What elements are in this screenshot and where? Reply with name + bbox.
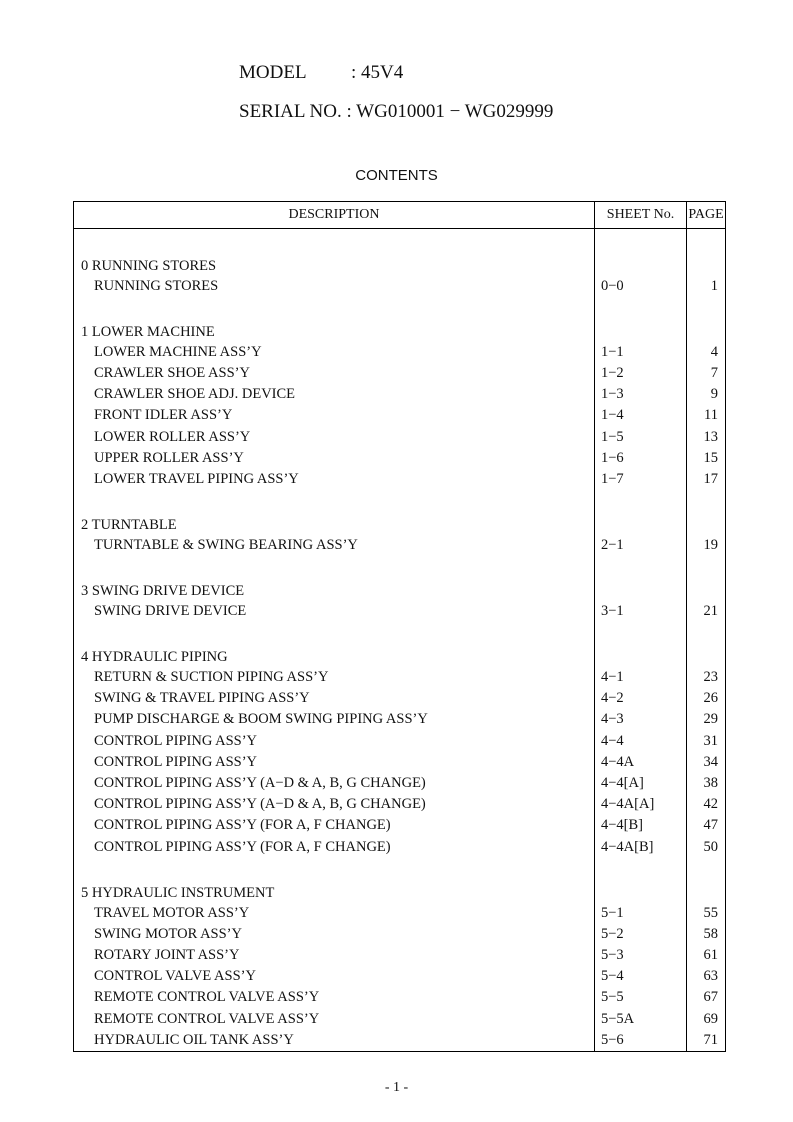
row-description: LOWER TRAVEL PIPING ASS’Y bbox=[94, 471, 299, 487]
table-row bbox=[74, 535, 725, 556]
row-page-number: 34 bbox=[703, 753, 718, 770]
row-page-number: 4 bbox=[710, 343, 718, 360]
table-row bbox=[74, 987, 725, 1008]
row-sheet-number: 4−4A bbox=[601, 753, 635, 770]
table-row bbox=[74, 773, 725, 794]
row-sheet-number: 4−4 bbox=[601, 732, 624, 749]
table-row bbox=[74, 448, 725, 469]
contents-title: CONTENTS bbox=[355, 167, 438, 184]
row-page-number: 17 bbox=[703, 471, 718, 487]
row-description: CONTROL PIPING ASS’Y (FOR A, F CHANGE) bbox=[94, 838, 391, 855]
row-page-number: 23 bbox=[703, 669, 718, 685]
section-heading-row bbox=[74, 256, 725, 277]
row-description: ROTARY JOINT ASS’Y bbox=[94, 947, 240, 963]
row-description: 2 TURNTABLE bbox=[81, 517, 177, 534]
table-row bbox=[74, 837, 725, 858]
row-page-number: 47 bbox=[703, 817, 718, 834]
column-header-sheet: SHEET No. bbox=[606, 207, 675, 222]
model-label: MODEL bbox=[239, 62, 307, 83]
section-heading-row bbox=[74, 883, 725, 904]
row-description: CONTROL PIPING ASS’Y (A−D & A, B, G CHANGE) bbox=[94, 796, 426, 813]
row-sheet-number: 5−2 bbox=[601, 925, 624, 942]
row-sheet-number: 1−6 bbox=[601, 449, 624, 466]
row-page-number: 15 bbox=[703, 449, 718, 466]
row-page-number: 71 bbox=[703, 1031, 718, 1048]
table-row bbox=[74, 601, 725, 622]
model-line bbox=[239, 62, 403, 84]
table-row bbox=[74, 966, 725, 987]
serial-label: SERIAL NO. bbox=[239, 101, 342, 122]
row-description: 3 SWING DRIVE DEVICE bbox=[81, 583, 245, 600]
row-description: SWING MOTOR ASS’Y bbox=[94, 925, 242, 942]
row-page-number: 69 bbox=[703, 1010, 718, 1027]
contents-table bbox=[73, 201, 726, 1052]
row-description: CONTROL PIPING ASS’Y bbox=[94, 753, 258, 770]
row-page-number: 13 bbox=[703, 428, 718, 445]
table-row bbox=[74, 427, 725, 448]
model-value: : 45V4 bbox=[351, 62, 404, 83]
row-sheet-number: 0−0 bbox=[601, 277, 624, 294]
row-page-number: 67 bbox=[703, 989, 718, 1006]
row-description: CONTROL VALVE ASS’Y bbox=[94, 968, 256, 985]
row-sheet-number: 4−4[B] bbox=[601, 817, 644, 834]
row-sheet-number: 4−4[A] bbox=[601, 775, 644, 791]
row-page-number: 50 bbox=[703, 838, 718, 855]
row-description: 4 HYDRAULIC PIPING bbox=[81, 649, 228, 666]
table-row bbox=[74, 903, 725, 924]
row-description: UPPER ROLLER ASS’Y bbox=[94, 449, 244, 466]
row-sheet-number: 2−1 bbox=[601, 537, 624, 553]
row-page-number: 11 bbox=[704, 407, 718, 424]
row-page-number: 31 bbox=[703, 732, 718, 749]
row-description: REMOTE CONTROL VALVE ASS’Y bbox=[94, 989, 320, 1006]
row-page-number: 19 bbox=[703, 537, 718, 553]
section-heading-row bbox=[74, 647, 725, 668]
row-description: 1 LOWER MACHINE bbox=[81, 324, 215, 340]
row-sheet-number: 5−1 bbox=[601, 904, 624, 921]
row-description: SWING & TRAVEL PIPING ASS’Y bbox=[94, 690, 310, 707]
row-description: CONTROL PIPING ASS’Y (FOR A, F CHANGE) bbox=[94, 817, 391, 834]
row-sheet-number: 5−5A bbox=[601, 1010, 635, 1027]
row-page-number: 42 bbox=[703, 796, 718, 813]
row-description: CONTROL PIPING ASS’Y (A−D & A, B, G CHANGE) bbox=[94, 775, 426, 791]
section-heading-row bbox=[74, 515, 725, 536]
table-row bbox=[74, 688, 725, 709]
serial-line bbox=[239, 101, 553, 123]
table-row bbox=[74, 276, 725, 297]
table-row bbox=[74, 384, 725, 405]
row-description: SWING DRIVE DEVICE bbox=[94, 603, 247, 619]
table-row bbox=[74, 405, 725, 426]
row-description: 0 RUNNING STORES bbox=[81, 258, 217, 274]
row-page-number: 29 bbox=[703, 711, 718, 728]
row-description: REMOTE CONTROL VALVE ASS’Y bbox=[94, 1010, 320, 1027]
row-sheet-number: 5−3 bbox=[601, 947, 624, 963]
page-number: - 1 - bbox=[384, 1080, 409, 1095]
table-row bbox=[74, 1009, 725, 1030]
row-sheet-number: 4−1 bbox=[601, 669, 624, 685]
row-page-number: 63 bbox=[703, 968, 718, 985]
row-description: CRAWLER SHOE ADJ. DEVICE bbox=[94, 386, 296, 403]
row-page-number: 61 bbox=[703, 947, 718, 963]
header-divider bbox=[74, 228, 725, 229]
section-heading-row bbox=[74, 581, 725, 602]
table-row bbox=[74, 667, 725, 688]
section-heading-row bbox=[74, 322, 725, 343]
row-sheet-number: 1−2 bbox=[601, 365, 624, 381]
column-header-page: PAGE bbox=[688, 207, 724, 222]
row-page-number: 7 bbox=[710, 365, 718, 381]
row-description: CRAWLER SHOE ASS’Y bbox=[94, 365, 250, 381]
row-description: TRAVEL MOTOR ASS’Y bbox=[94, 904, 250, 921]
row-description: 5 HYDRAULIC INSTRUMENT bbox=[81, 884, 275, 901]
table-row bbox=[74, 815, 725, 836]
row-page-number: 1 bbox=[710, 277, 718, 294]
row-sheet-number: 5−5 bbox=[601, 989, 624, 1006]
row-page-number: 9 bbox=[710, 386, 718, 403]
row-page-number: 38 bbox=[703, 775, 718, 791]
column-header-description: DESCRIPTION bbox=[288, 207, 380, 222]
row-description: CONTROL PIPING ASS’Y bbox=[94, 732, 258, 749]
row-page-number: 58 bbox=[703, 925, 718, 942]
row-sheet-number: 4−4A[A] bbox=[601, 796, 655, 813]
row-sheet-number: 4−3 bbox=[601, 711, 624, 728]
row-page-number: 55 bbox=[703, 904, 718, 921]
table-row bbox=[74, 363, 725, 384]
table-row bbox=[74, 945, 725, 966]
row-page-number: 26 bbox=[703, 690, 718, 707]
row-description: PUMP DISCHARGE & BOOM SWING PIPING ASS’Y bbox=[94, 711, 428, 728]
table-row bbox=[74, 924, 725, 945]
table-row bbox=[74, 469, 725, 490]
table-row bbox=[74, 709, 725, 730]
table-row bbox=[74, 731, 725, 752]
table-row bbox=[74, 752, 725, 773]
row-description: RETURN & SUCTION PIPING ASS’Y bbox=[94, 669, 329, 685]
serial-value: : WG010001 − WG029999 bbox=[346, 101, 554, 122]
row-sheet-number: 4−4A[B] bbox=[601, 838, 654, 855]
row-sheet-number: 1−4 bbox=[601, 407, 624, 424]
table-row bbox=[74, 342, 725, 363]
row-description: LOWER ROLLER ASS’Y bbox=[94, 428, 251, 445]
row-sheet-number: 5−6 bbox=[601, 1031, 624, 1048]
row-description: RUNNING STORES bbox=[94, 277, 219, 294]
row-description: FRONT IDLER ASS’Y bbox=[94, 407, 233, 424]
row-sheet-number: 1−7 bbox=[601, 471, 624, 487]
row-sheet-number: 1−5 bbox=[601, 428, 624, 445]
row-sheet-number: 1−1 bbox=[601, 343, 624, 360]
row-sheet-number: 4−2 bbox=[601, 690, 624, 707]
row-description: HYDRAULIC OIL TANK ASS’Y bbox=[94, 1031, 294, 1048]
row-sheet-number: 5−4 bbox=[601, 968, 624, 985]
row-sheet-number: 1−3 bbox=[601, 386, 624, 403]
row-page-number: 21 bbox=[703, 603, 718, 619]
row-description: TURNTABLE & SWING BEARING ASS’Y bbox=[94, 537, 358, 553]
row-sheet-number: 3−1 bbox=[601, 603, 624, 619]
row-description: LOWER MACHINE ASS’Y bbox=[94, 343, 262, 360]
table-row bbox=[74, 1030, 725, 1051]
table-row bbox=[74, 794, 725, 815]
